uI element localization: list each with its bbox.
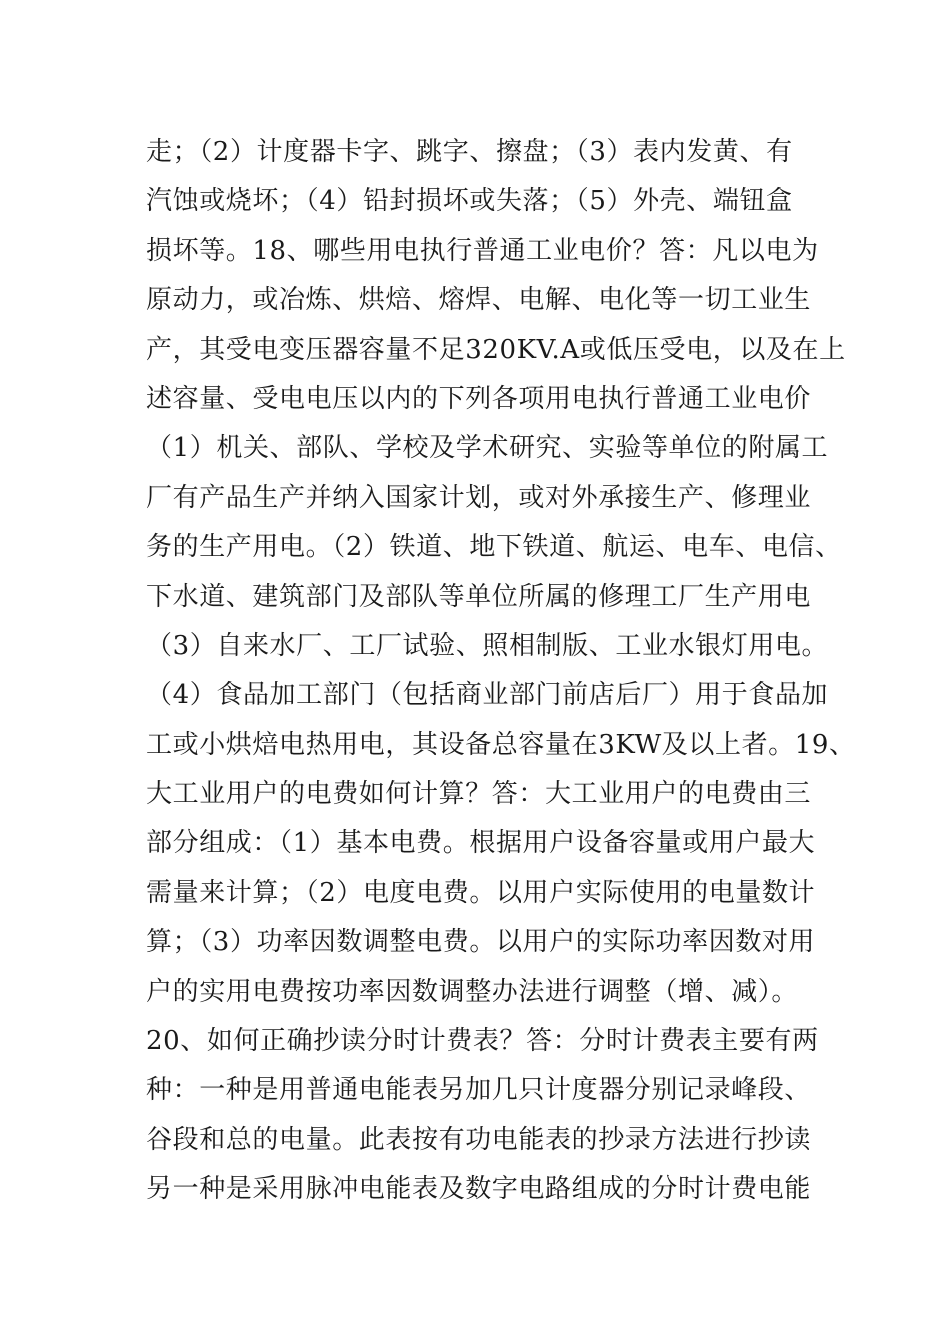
text-line: 户的实用电费按功率因数调整办法进行调整（增、减）。 (146, 976, 799, 1007)
text-line: 述容量、受电电压以内的下列各项用电执行普通工业电价 (146, 383, 812, 414)
text-line: 厂有产品生产并纳入国家计划，或对外承接生产、修理业 (146, 482, 812, 513)
text-line: 谷段和总的电量。此表按有功电能表的抄录方法进行抄读 (146, 1124, 812, 1155)
text-line: 部分组成：（1）基本电费。根据用户设备容量或用户最大 (146, 828, 816, 859)
text-line: 务的生产用电。（2）铁道、地下铁道、航运、电车、电信、 (146, 532, 842, 563)
text-line: 走；（2）计度器卡字、跳字、擦盘；（3）表内发黄、有 (146, 137, 793, 167)
text-line: 原动力，或冶炼、烘焙、熔焊、电解、电化等一切工业生 (146, 285, 812, 316)
text-line: 下水道、建筑部门及部队等单位所属的修理工厂生产用电 (146, 581, 812, 612)
text-line: 种：一种是用普通电能表另加几只计度器分别记录峰段、 (146, 1075, 812, 1106)
text-line: 工或小烘焙电热用电，其设备总容量在3KW及以上者。19、 (146, 729, 856, 760)
text-line: 算；（3）功率因数调整电费。以用户的实际功率因数对用 (146, 927, 816, 958)
text-line: 汽蚀或烧坏；（4）铅封损坏或失落；（5）外壳、端钮盒 (146, 186, 793, 217)
text-line: （1）机关、部队、学校及学术研究、实验等单位的附属工 (146, 433, 829, 464)
text-line: 另一种是采用脉冲电能表及数字电路组成的分时计费电能 (146, 1174, 812, 1205)
text-line: 损坏等。18、哪些用电执行普通工业电价？答：凡以电为 (146, 235, 819, 266)
text-line: （4）食品加工部门（包括商业部门前店后厂）用于食品加 (146, 680, 829, 711)
body-text (146, 128, 856, 1215)
text-line: 产，其受电变压器容量不足320KV.A或低压受电，以及在上 (146, 334, 846, 365)
text-line: 大工业用户的电费如何计算？答：大工业用户的电费由三 (146, 779, 812, 810)
text-line: 20、如何正确抄读分时计费表？答：分时计费表主要有两 (146, 1026, 819, 1057)
text-line: 需量来计算；（2）电度电费。以用户实际使用的电量数计 (146, 877, 816, 908)
text-line: （3）自来水厂、工厂试验、照相制版、工业水银灯用电。 (146, 630, 829, 661)
